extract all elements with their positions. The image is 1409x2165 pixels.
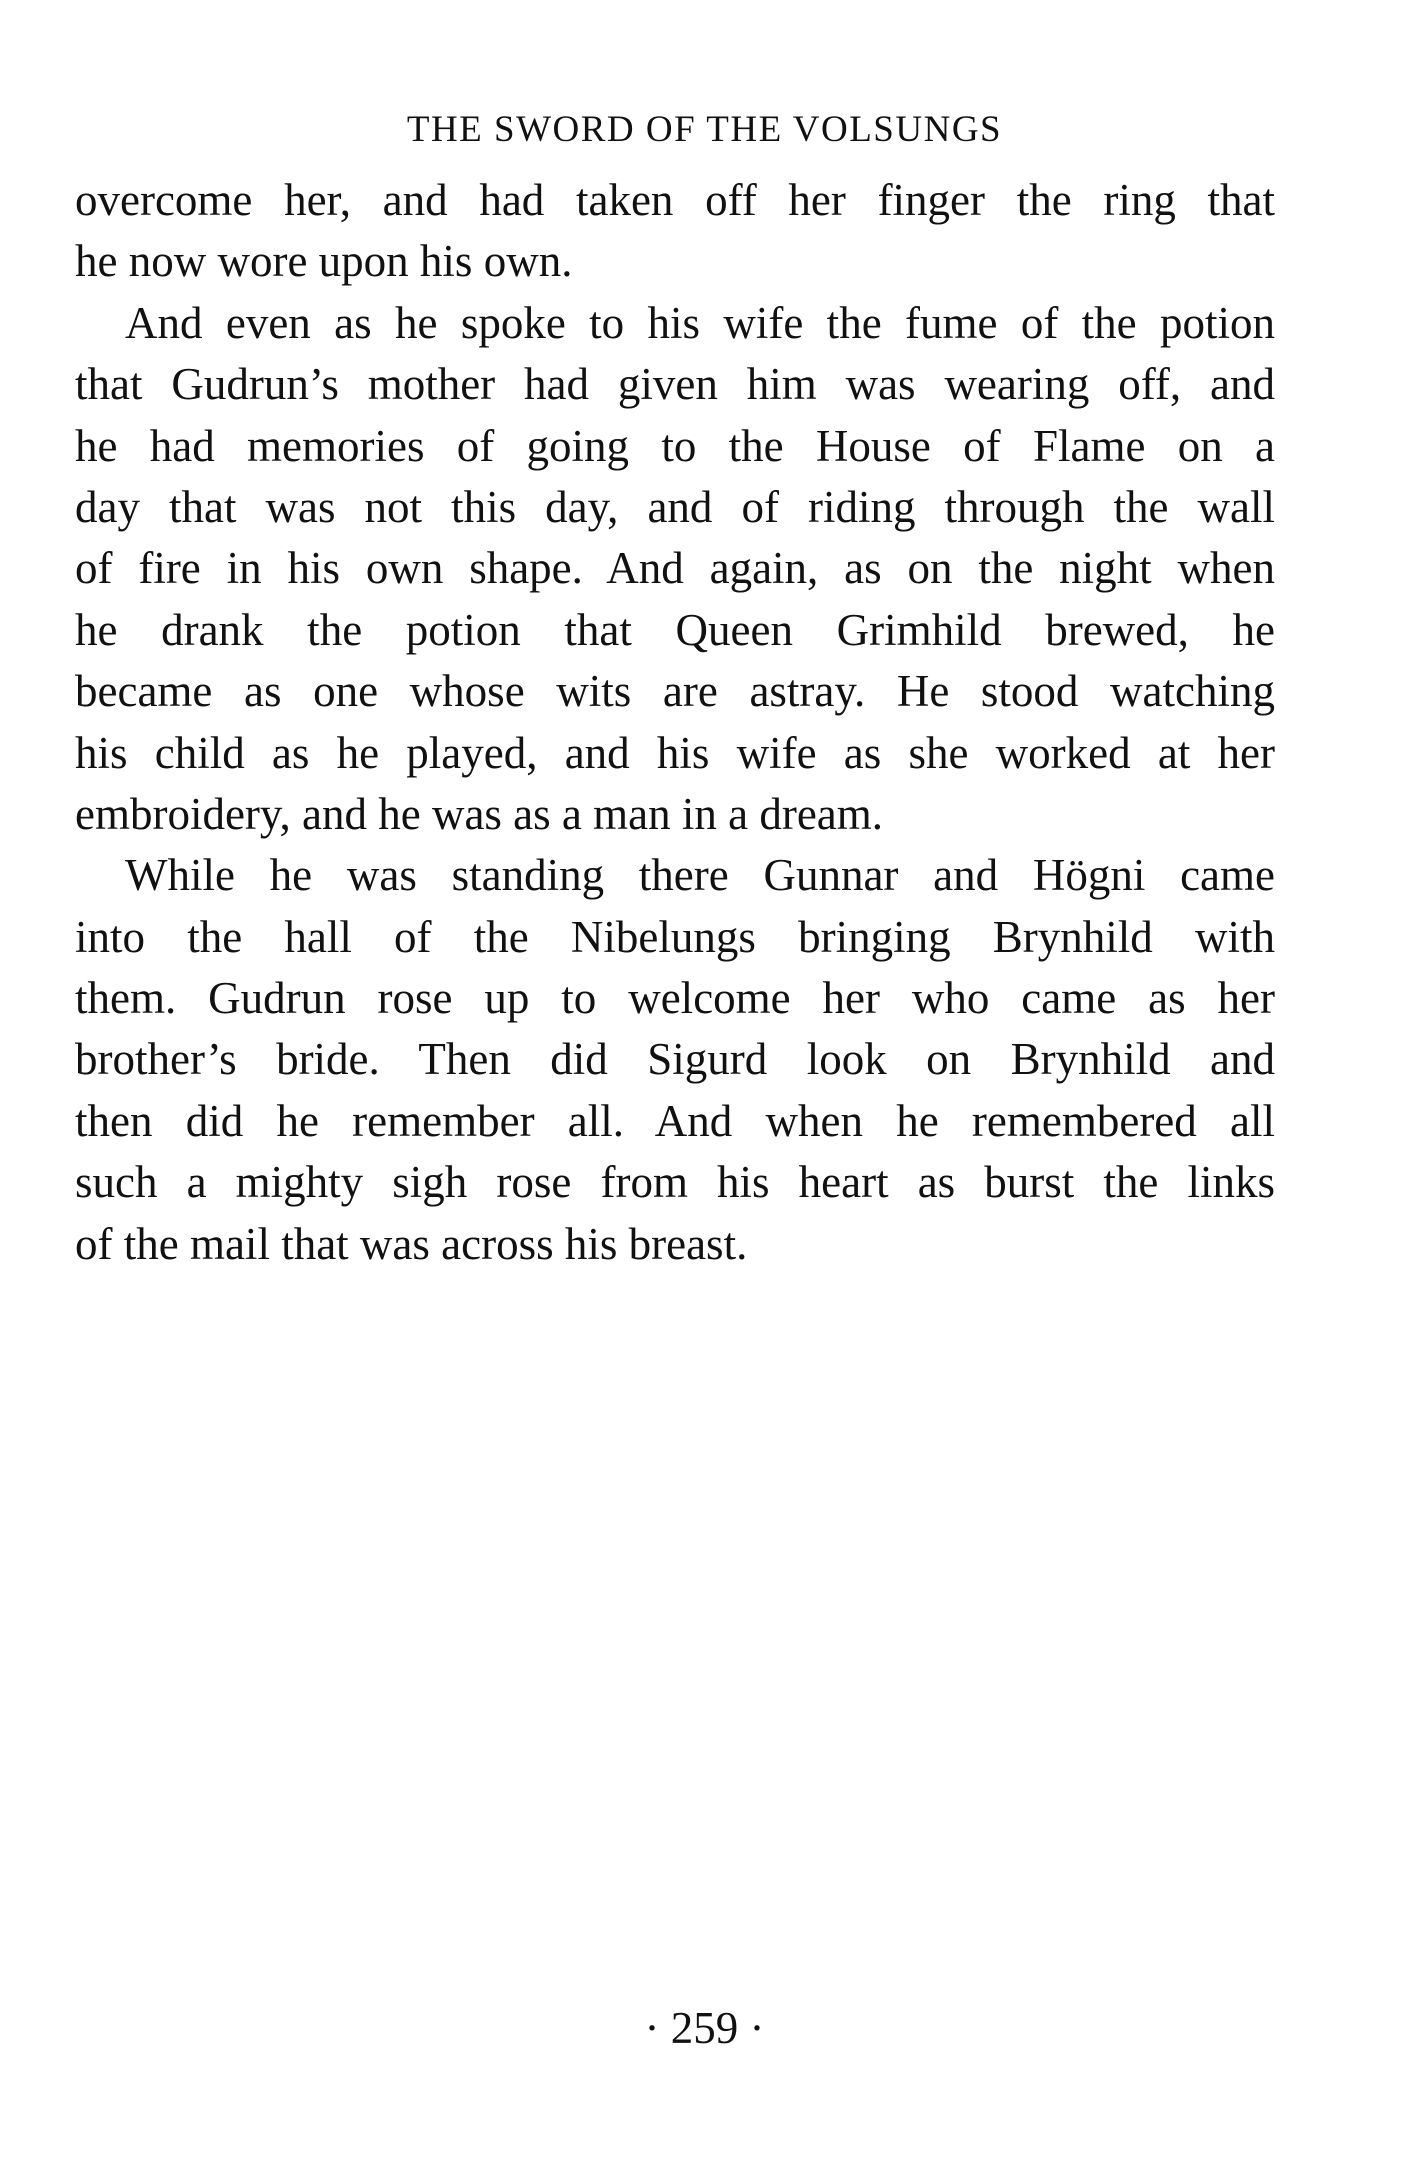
text-line: then did he remember all. And when he remembered all bbox=[75, 1095, 1275, 1146]
text-line: overcome her, and had taken off her finger the ring that bbox=[75, 175, 1275, 225]
body-text bbox=[75, 170, 1275, 1275]
text-line: embroidery, and he was as a man in a dream. bbox=[75, 788, 884, 839]
text-line: he drank the potion that Queen Grimhild brewed, he bbox=[75, 604, 1275, 655]
text-line: his child as he played, and his wife as she worked at her bbox=[75, 727, 1275, 778]
text-line: brother’s bride. Then did Sigurd look on Brynhild and bbox=[75, 1034, 1275, 1085]
text-line: that Gudrun’s mother had given him was wearing off, and bbox=[75, 359, 1275, 410]
page-number: · 259 · bbox=[644, 2003, 765, 2053]
text-line: such a mighty sigh rose from his heart as burst the links bbox=[75, 1157, 1275, 1208]
text-line: them. Gudrun rose up to welcome her who came as her bbox=[75, 973, 1275, 1024]
text-line: of fire in his own shape. And again, as on the night when bbox=[75, 543, 1275, 594]
paragraph-1 bbox=[75, 170, 1275, 293]
text-line: became as one whose wits are astray. He stood watching bbox=[75, 666, 1275, 717]
text-line: And even as he spoke to his wife the fume of the potion bbox=[125, 297, 1275, 348]
text-line: day that was not this day, and of riding through the wall bbox=[75, 481, 1275, 532]
text-line: of the mail that was across his breast. bbox=[75, 1218, 748, 1269]
text-line: While he was standing there Gunnar and Högni came bbox=[125, 850, 1275, 901]
text-line: he now wore upon his own. bbox=[75, 236, 573, 287]
running-head: THE SWORD OF THE VOLSUNGS bbox=[406, 109, 1003, 150]
paragraph-3 bbox=[75, 845, 1275, 1275]
text-line: into the hall of the Nibelungs bringing Brynhild with bbox=[75, 911, 1275, 962]
text-line: he had memories of going to the House of Flame on a bbox=[75, 420, 1275, 471]
paragraph-2 bbox=[75, 293, 1275, 846]
